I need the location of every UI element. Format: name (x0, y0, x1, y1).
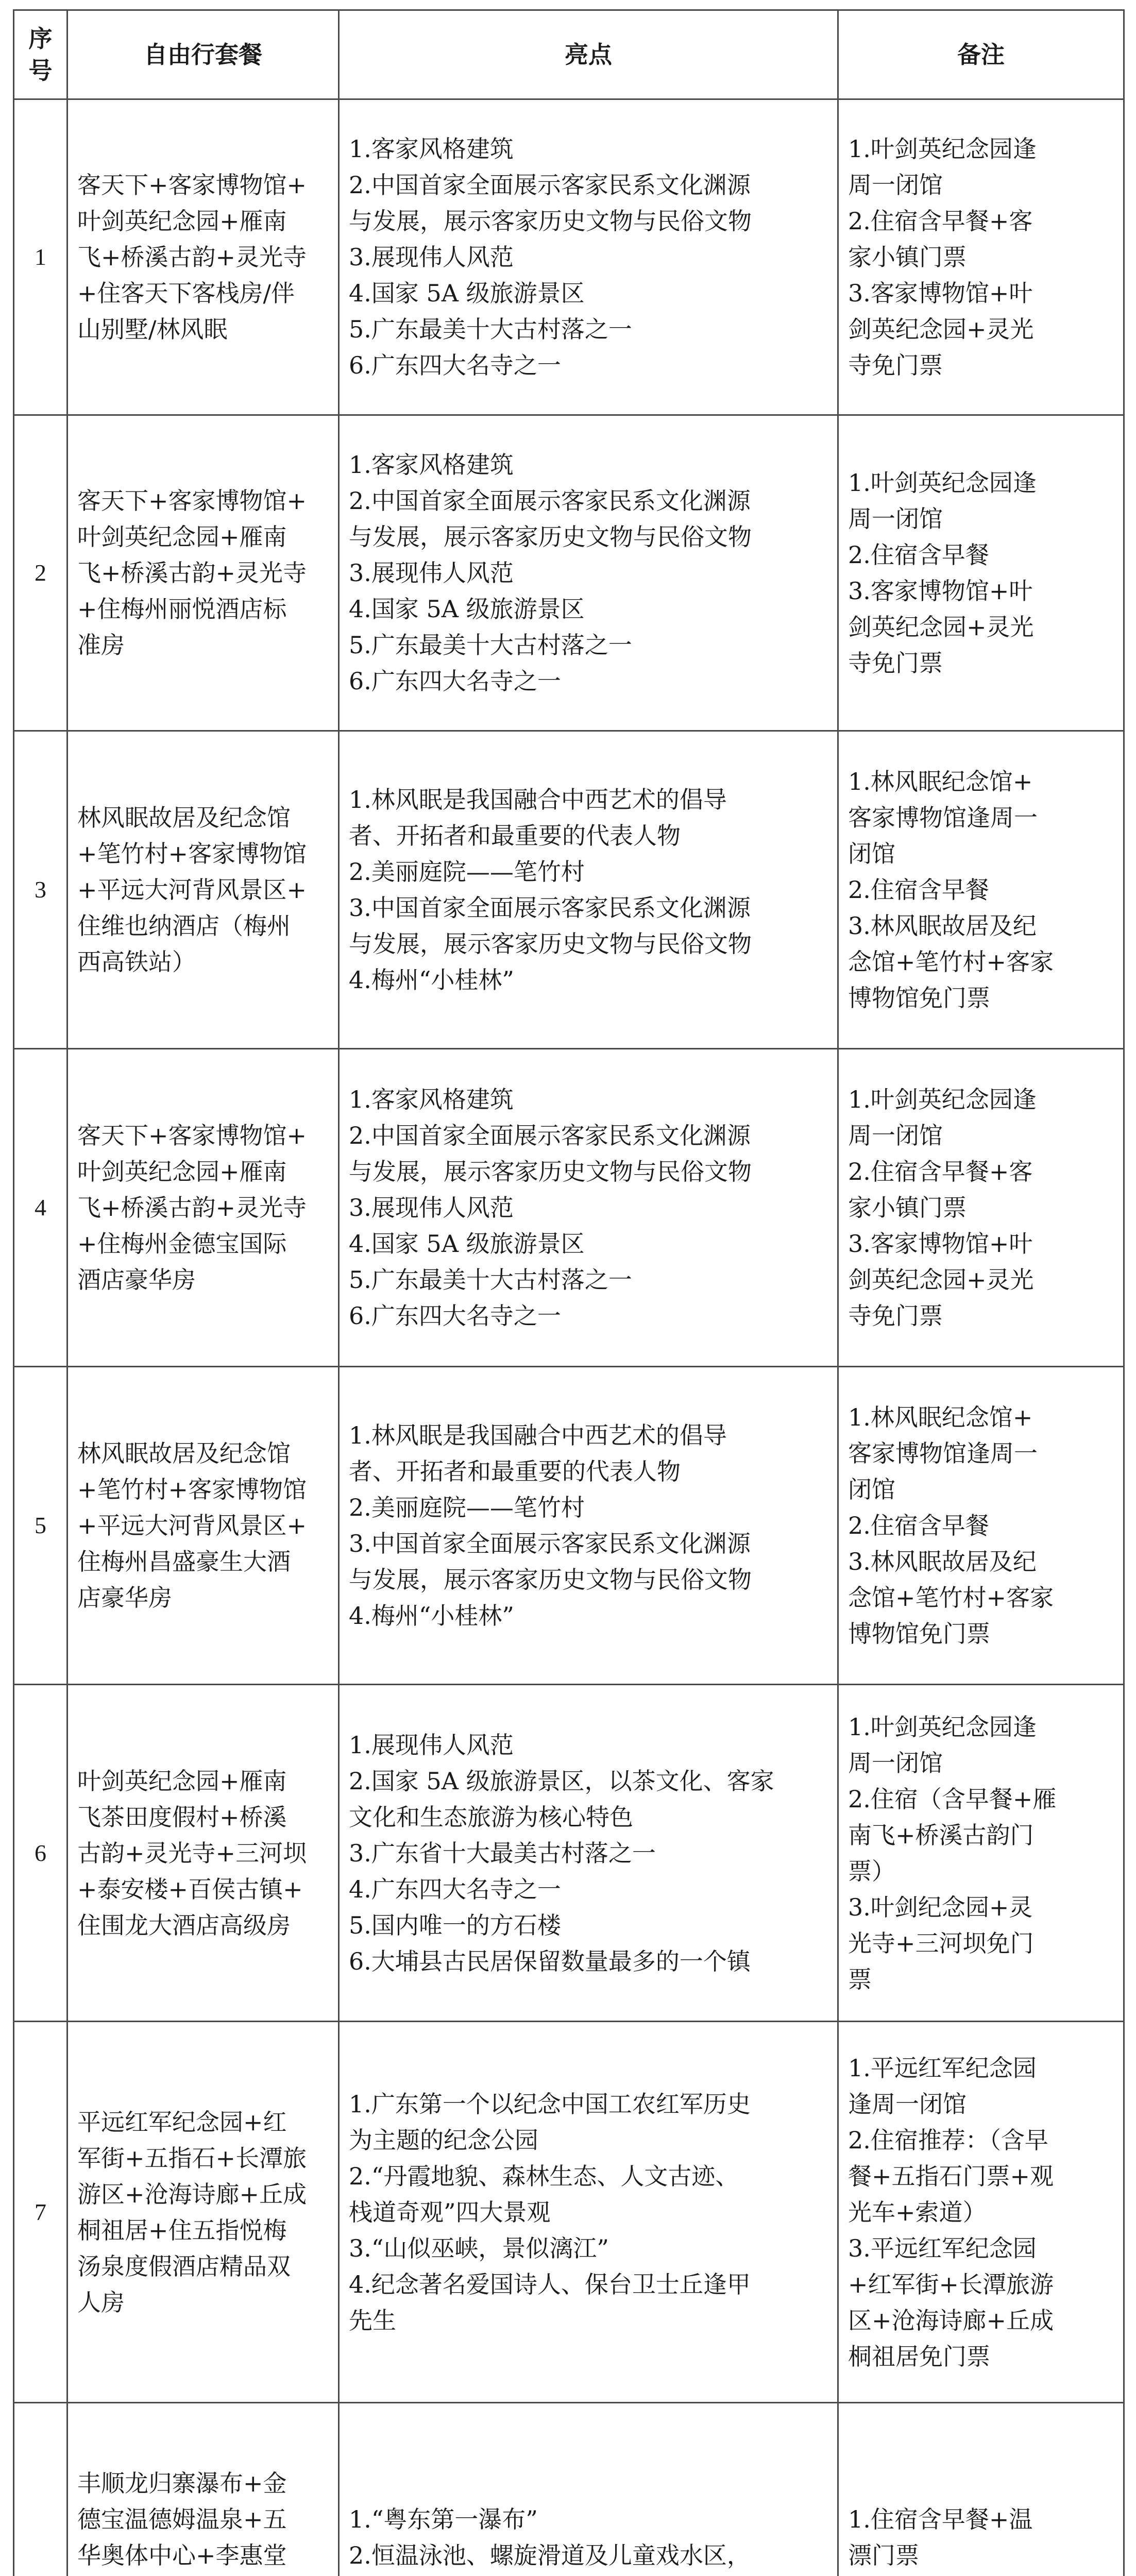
note-line: 寺免门票 (848, 351, 943, 379)
package-cell (67, 2022, 339, 2403)
note-line: 1.叶剑英纪念园逢 (848, 1713, 1037, 1741)
header-row (14, 10, 1124, 99)
note-line (848, 2573, 1114, 2576)
package-line: 山别墅/林风眠 (77, 315, 228, 343)
highlight-line: 5.广东最美十大古村落之一 (349, 631, 632, 659)
highlight-line: 为主题的纪念公园 (349, 2126, 538, 2154)
package-line: 客天下+客家博物馆+ (77, 487, 307, 515)
highlight-line: 3.中国首家全面展示客家民系文化渊源 (349, 1530, 751, 1557)
highlight-line: 4.国家 5A 级旅游景区 (349, 279, 585, 307)
highlight-line: 1.林风眠是我国融合中西艺术的倡导 (349, 786, 727, 814)
highlight-line: 2.国家 5A 级旅游景区，以茶文化、客家 (349, 1767, 774, 1795)
notes-cell (838, 99, 1124, 415)
package-line: +笔竹村+客家博物馆 (77, 1476, 307, 1503)
row-number: 2 (14, 415, 67, 731)
package-cell (67, 1685, 339, 2022)
package-line: 古韵+灵光寺+三河坝 (77, 1839, 307, 1867)
package-line: 游区+沧海诗廊+丘成 (77, 2180, 307, 2208)
highlight-line: 3.展现伟人风范 (349, 243, 514, 271)
highlight-line: 4.纪念著名爱国诗人、保台卫士丘逢甲 (349, 2270, 751, 2298)
note-line: 寺免门票 (848, 1302, 943, 1330)
note-line: 家小镇门票 (848, 243, 967, 271)
header-no: 序 号 (14, 10, 67, 99)
package-line: +平远大河背风景区+ (77, 1512, 307, 1539)
table-row (14, 1367, 1124, 1685)
note-line: 2.住宿（含早餐+雁 (848, 1785, 1057, 1813)
highlight-line: 5.广东最美十大古村落之一 (349, 1266, 632, 1294)
note-line: 闭馆 (848, 1476, 895, 1503)
package-line: 军街+五指石+长潭旅 (77, 2144, 307, 2172)
package-line: 住梅州昌盛豪生大酒 (77, 1548, 291, 1575)
note-line: 寺免门票 (848, 649, 943, 677)
package-line: 叶剑英纪念园+雁南 (77, 523, 287, 551)
package-line: 叶剑英纪念园+雁南 (77, 207, 287, 235)
highlight-line: 4.国家 5A 级旅游景区 (349, 595, 585, 623)
table-row (14, 415, 1124, 731)
highlights-cell (339, 1049, 838, 1367)
package-line: +平远大河背风景区+ (77, 876, 307, 904)
note-line: 票） (848, 1857, 895, 1885)
note-line: 漂门票 (848, 2541, 919, 2569)
notes-cell (838, 1367, 1124, 1685)
highlight-line: 与发展，展示客家历史文物与民俗文物 (349, 1566, 752, 1594)
package-table (13, 9, 1125, 2576)
highlight-line: 4.梅州“小桂林” (349, 1602, 514, 1630)
note-line: 3.客家博物馆+叶 (848, 279, 1033, 307)
package-line: +泰安楼+百侯古镇+ (77, 1875, 303, 1903)
note-line: 客家博物馆逢周一 (848, 1439, 1038, 1467)
highlight-line: 4.国家 5A 级旅游景区 (349, 1230, 585, 1258)
package-line (77, 2573, 329, 2576)
note-line: 1.住宿含早餐+温 (848, 2505, 1033, 2533)
note-line: 念馆+笔竹村+客家 (848, 948, 1054, 976)
note-line: 3.客家博物馆+叶 (848, 577, 1033, 605)
note-line: 桐祖居免门票 (848, 2342, 990, 2370)
highlight-line: 4.广东四大名寺之一 (349, 1875, 561, 1903)
package-line: 人房 (77, 2288, 125, 2316)
table-row (14, 1049, 1124, 1367)
note-line: 剑英纪念园+灵光 (848, 1266, 1034, 1294)
package-line: 林风眠故居及纪念馆 (77, 1439, 291, 1467)
highlight-line: 与发展，展示客家历史文物与民俗文物 (349, 1158, 752, 1185)
note-line: 2.住宿推荐：（含早 (848, 2126, 1048, 2154)
highlight-line: 3.广东省十大最美古村落之一 (349, 1839, 656, 1867)
highlight-line: 与发展，展示客家历史文物与民俗文物 (349, 930, 752, 958)
note-line: 光寺+三河坝免门 (848, 1929, 1034, 1957)
highlights-cell (339, 2022, 838, 2403)
package-line: 汤泉度假酒店精品双 (77, 2252, 291, 2280)
highlight-line: 2.中国首家全面展示客家民系文化渊源 (349, 171, 751, 199)
highlights-cell (339, 99, 838, 415)
note-line: 周一闭馆 (848, 1122, 943, 1149)
row-number: 6 (14, 1685, 67, 2022)
note-line: 周一闭馆 (848, 505, 943, 533)
package-line: 德宝温德姆温泉+五 (77, 2505, 287, 2533)
note-line: 2.住宿含早餐 (848, 876, 989, 904)
notes-cell (838, 2022, 1124, 2403)
header-notes: 备注 (838, 10, 1124, 99)
package-cell (67, 1367, 339, 1685)
note-line: 剑英纪念园+灵光 (848, 613, 1034, 641)
highlight-line: 文化和生态旅游为核心特色 (349, 1803, 633, 1831)
row-number: 1 (14, 99, 67, 415)
highlight-line: 6.大埔县古民居保留数量最多的一个镇 (349, 1947, 751, 1975)
package-line: 丰顺龙归寨瀑布+金 (77, 2469, 287, 2497)
note-line: 3.平远红军纪念园 (848, 2234, 1037, 2262)
note-line: 1.平远红军纪念园 (848, 2054, 1037, 2082)
package-cell (67, 731, 339, 1049)
package-line: +住客天下客栈房/伴 (77, 279, 295, 307)
package-line: 叶剑英纪念园+雁南 (77, 1158, 287, 1185)
highlight-line: 3.中国首家全面展示客家民系文化渊源 (349, 894, 751, 922)
package-line: 店豪华房 (77, 1584, 172, 1612)
package-cell (67, 1049, 339, 1367)
highlight-line: 者、开拓者和最重要的代表人物 (349, 1458, 681, 1485)
package-line: +住梅州丽悦酒店标 (77, 595, 287, 623)
package-line: 林风眠故居及纪念馆 (77, 804, 291, 832)
note-line: 周一闭馆 (848, 171, 943, 199)
note-line: 3.客家博物馆+叶 (848, 1230, 1033, 1258)
row-number: 4 (14, 1049, 67, 1367)
note-line: 周一闭馆 (848, 1749, 943, 1777)
note-line: 博物馆免门票 (848, 984, 990, 1012)
package-line: 住围龙大酒店高级房 (77, 1911, 291, 1939)
note-line: 南飞+桥溪古韵门 (848, 1821, 1034, 1849)
notes-cell (838, 731, 1124, 1049)
highlight-line: 2.美丽庭院——笔竹村 (349, 1494, 585, 1521)
row-number: 7 (14, 2022, 67, 2403)
highlight-line: 1.广东第一个以纪念中国工农红军历史 (349, 2090, 751, 2118)
header-package: 自由行套餐 (67, 10, 339, 99)
highlight-line: 2.中国首家全面展示客家民系文化渊源 (349, 1122, 751, 1149)
highlight-line: 栈道奇观”四大景观 (349, 2198, 551, 2226)
note-line: 餐+五指石门票+观 (848, 2162, 1054, 2190)
highlight-line: 6.广东四大名寺之一 (349, 351, 561, 379)
note-line: 1.叶剑英纪念园逢 (848, 469, 1037, 497)
notes-cell (838, 1685, 1124, 2022)
highlight-line: 2.恒温泳池、螺旋滑道及儿童戏水区， (349, 2541, 751, 2569)
highlights-cell (339, 1367, 838, 1685)
highlight-line: 6.广东四大名寺之一 (349, 667, 561, 695)
package-line: 叶剑英纪念园+雁南 (77, 1767, 287, 1795)
note-line: 1.林风眠纪念馆+ (848, 1403, 1033, 1431)
package-line: +笔竹村+客家博物馆 (77, 840, 307, 868)
table-row (14, 731, 1124, 1049)
package-line: 酒店豪华房 (77, 1266, 196, 1294)
package-cell (67, 99, 339, 415)
table-body (14, 99, 1124, 2576)
highlight-line: 1.林风眠是我国融合中西艺术的倡导 (349, 1421, 727, 1449)
header-highlights: 亮点 (339, 10, 838, 99)
note-line: 区+沧海诗廊+丘成 (848, 2306, 1054, 2334)
highlight-line: 先生 (349, 2306, 396, 2334)
package-line: 平远红军纪念园+红 (77, 2108, 287, 2136)
highlights-cell (339, 415, 838, 731)
highlight-line: 与发展，展示客家历史文物与民俗文物 (349, 523, 752, 551)
highlight-line: 者、开拓者和最重要的代表人物 (349, 822, 681, 850)
highlights-cell (339, 731, 838, 1049)
note-line: 3.叶剑纪念园+灵 (848, 1893, 1033, 1921)
note-line: 博物馆免门票 (848, 1620, 990, 1648)
note-line: 2.住宿含早餐+客 (848, 207, 1033, 235)
highlights-cell (339, 2403, 838, 2576)
highlight-line: 3.“山似巫峡，景似漓江” (349, 2234, 609, 2262)
highlight-line: 2.“丹霞地貌、森林生态、人文古迹、 (349, 2162, 739, 2190)
note-line: 票 (848, 1965, 872, 1993)
package-cell (67, 415, 339, 731)
note-line: 2.住宿含早餐 (848, 1512, 989, 1539)
note-line: 剑英纪念园+灵光 (848, 315, 1034, 343)
highlight-line: 4.梅州“小桂林” (349, 966, 514, 994)
highlight-line: 3.展现伟人风范 (349, 559, 514, 587)
notes-cell (838, 2403, 1124, 2576)
package-line: 飞+桥溪古韵+灵光寺 (77, 243, 307, 271)
note-line: 光车+索道） (848, 2198, 987, 2226)
table-row (14, 1685, 1124, 2022)
note-line: 1.叶剑英纪念园逢 (848, 1086, 1037, 1113)
row-number (14, 2403, 67, 2576)
notes-cell (838, 415, 1124, 731)
highlight-line: 1.客家风格建筑 (349, 451, 514, 479)
package-line: 华奥体中心+李惠堂 (77, 2541, 287, 2569)
package-line: 飞茶田度假村+桥溪 (77, 1803, 287, 1831)
notes-cell (838, 1049, 1124, 1367)
note-line: 逢周一闭馆 (848, 2090, 967, 2118)
package-line: 西高铁站） (77, 948, 196, 976)
package-cell (67, 2403, 339, 2576)
package-line: 飞+桥溪古韵+灵光寺 (77, 559, 307, 587)
row-number: 5 (14, 1367, 67, 1685)
note-line: 1.叶剑英纪念园逢 (848, 135, 1037, 163)
highlight-line: 6.广东四大名寺之一 (349, 1302, 561, 1330)
note-line: 闭馆 (848, 840, 895, 868)
note-line: 3.林风眠故居及纪 (848, 912, 1037, 940)
package-line: 准房 (77, 631, 125, 659)
highlight-line: 3.展现伟人风范 (349, 1194, 514, 1222)
highlight-line (349, 2573, 828, 2576)
highlight-line: 1.客家风格建筑 (349, 1086, 514, 1113)
table-row (14, 99, 1124, 415)
note-line: 客家博物馆逢周一 (848, 804, 1038, 832)
note-line: 家小镇门票 (848, 1194, 967, 1222)
note-line: 1.林风眠纪念馆+ (848, 768, 1033, 795)
package-line: 飞+桥溪古韵+灵光寺 (77, 1194, 307, 1222)
highlight-line: 2.美丽庭院——笔竹村 (349, 858, 585, 886)
note-line: +红军街+长潭旅游 (848, 2270, 1054, 2298)
note-line: 念馆+笔竹村+客家 (848, 1584, 1054, 1612)
row-number: 3 (14, 731, 67, 1049)
highlight-line: 5.国内唯一的方石楼 (349, 1911, 561, 1939)
package-line: 客天下+客家博物馆+ (77, 171, 307, 199)
package-line: 客天下+客家博物馆+ (77, 1122, 307, 1149)
highlight-line: 1.“粤东第一瀑布” (349, 2505, 538, 2533)
table-row (14, 2403, 1124, 2576)
highlight-line: 与发展，展示客家历史文物与民俗文物 (349, 207, 752, 235)
package-line: 住维也纳酒店（梅州 (77, 912, 291, 940)
note-line: 2.住宿含早餐+客 (848, 1158, 1033, 1185)
highlights-cell (339, 1685, 838, 2022)
note-line: 3.林风眠故居及纪 (848, 1548, 1037, 1575)
highlight-line: 5.广东最美十大古村落之一 (349, 315, 632, 343)
table-row (14, 2022, 1124, 2403)
note-line: 2.住宿含早餐 (848, 541, 989, 569)
package-line: 桐祖居+住五指悦梅 (77, 2216, 287, 2244)
highlight-line: 2.中国首家全面展示客家民系文化渊源 (349, 487, 751, 515)
highlight-line: 1.客家风格建筑 (349, 135, 514, 163)
highlight-line: 1.展现伟人风范 (349, 1731, 514, 1759)
package-line: +住梅州金德宝国际 (77, 1230, 287, 1258)
